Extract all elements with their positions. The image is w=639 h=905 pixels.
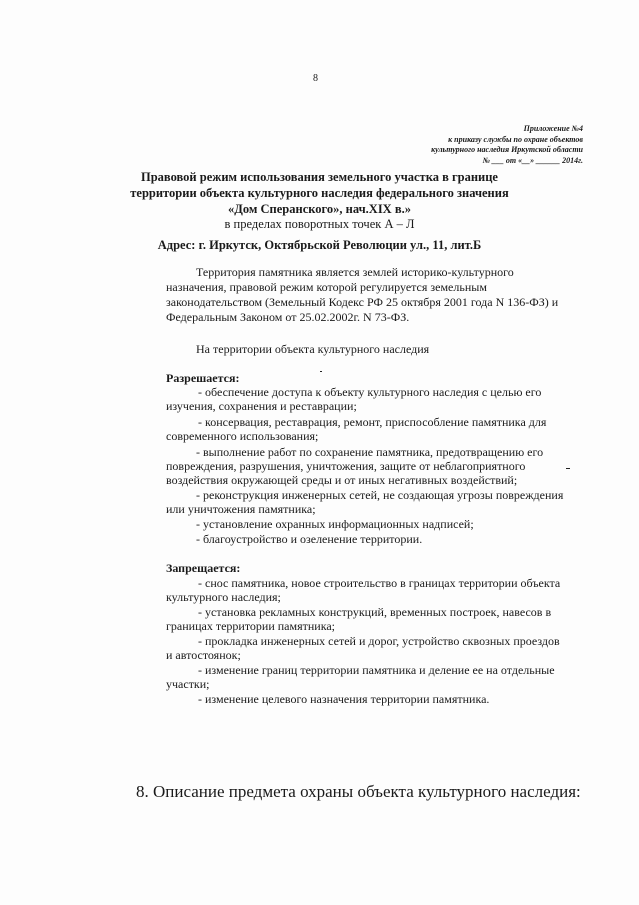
appendix-line-4: № ___ от «__» ______ 2014г. xyxy=(482,156,583,165)
forbidden-line: границах территории памятника; xyxy=(166,619,336,633)
forbidden-line: участки; xyxy=(166,677,210,691)
scan-speck xyxy=(320,371,322,372)
intro-line-1: Территория памятника является землей историко-культурного xyxy=(196,265,514,279)
allowed-line: - выполнение работ по сохранение памятника, предотвращению его xyxy=(196,445,544,459)
forbidden-line: культурного наследия; xyxy=(166,590,281,604)
forbidden-heading: Запрещается: xyxy=(166,561,241,575)
title-line-3: «Дом Сперанского», нач.XIX в.» xyxy=(228,202,411,216)
forbidden-line: - прокладка инженерных сетей и дорог, устройство сквозных проездов xyxy=(198,634,560,648)
intro-line-2: назначения, правовой режим которой регулируется земельным xyxy=(166,280,487,294)
allowed-line: - установление охранных информационных надписей; xyxy=(196,517,474,531)
allowed-line: повреждения, разрушения, уничтожения, защите от неблагоприятного xyxy=(166,459,526,473)
scan-speck xyxy=(566,468,570,469)
allowed-line: - обеспечение доступа к объекту культурного наследия с целью его xyxy=(198,385,542,399)
forbidden-line: - снос памятника, новое строительство в границах территории объекта xyxy=(198,576,561,590)
allowed-line: или уничтожения памятника; xyxy=(166,502,316,516)
address: Адрес: г. Иркутск, Октябрьской Революции ул., 11, лит.Б xyxy=(157,238,482,252)
title-line-1: Правовой режим использования земельного участка в границе xyxy=(140,170,498,184)
title-line-2: территории объекта культурного наследия федерального значения xyxy=(130,186,509,200)
title-line-4: в пределах поворотных точек А – Л xyxy=(224,217,415,231)
page-number: 8 xyxy=(313,73,318,84)
appendix-line-3: культурного наследия Иркутской области xyxy=(431,145,583,154)
forbidden-line: - изменение границ территории памятника и деление ее на отдельные xyxy=(198,663,555,677)
forbidden-line: - изменение целевого назначения территории памятника. xyxy=(198,692,490,706)
intro-line-4: Федеральным Законом от 25.02.2002г. N 73-ФЗ. xyxy=(166,310,410,324)
intro-line-3: законодательством (Земельный Кодекс РФ 25 октября 2001 года N 136-ФЗ) и xyxy=(166,295,559,309)
forbidden-line: и автостоянок; xyxy=(166,648,241,662)
allowed-line: - реконструкция инженерных сетей, не создающая угрозы повреждения xyxy=(196,488,564,502)
allowed-line: воздействия окружающей среды и от иных негативных воздействий; xyxy=(166,473,518,487)
territory-line: На территории объекта культурного наследия xyxy=(196,342,430,356)
section-8-heading: 8. Описание предмета охраны объекта культурного наследия: xyxy=(136,782,581,801)
appendix-line-1: Приложение №4 xyxy=(523,124,583,133)
allowed-line: - консервация, реставрация, ремонт, приспособление памятника для xyxy=(198,415,547,429)
allowed-line: - благоустройство и озеленение территории. xyxy=(196,532,423,546)
appendix-line-2: к приказу службы по охране объектов xyxy=(448,135,583,144)
allowed-heading: Разрешается: xyxy=(166,371,240,385)
allowed-line: изучения, сохранения и реставрации; xyxy=(166,399,357,413)
allowed-line: современного использования; xyxy=(166,429,319,443)
forbidden-line: - установка рекламных конструкций, временных построек, навесов в xyxy=(198,605,552,619)
